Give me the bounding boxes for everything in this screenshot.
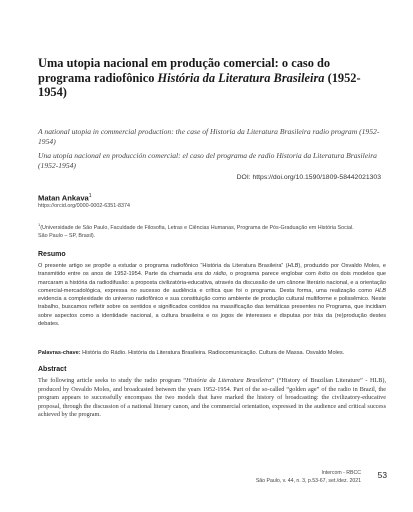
author-affiliation <box>38 221 358 240</box>
affiliation-text: (Universidade de São Paulo, Faculdade de Filosofia, Letras e Ciências Humanas, Programa de Pós-Graduação em História Social. São Paulo – SP, Brasil). <box>38 224 354 239</box>
resumo-text <box>38 262 386 328</box>
title-part-1: Uma utopia nacional em produção comercial: o caso do programa radiofônico <box>38 56 331 85</box>
keywords-label: Palavras-chave: <box>38 350 81 356</box>
author-name-text: Matan Ankava <box>38 193 89 203</box>
resumo-segment: ), produzido por Osvaldo Moles, e transmitido entre os anos de 1952-1954. Parte da chamada <box>38 263 386 278</box>
keywords-text: História do Rádio. História da Literatura Brasileira. Radiocomunicação. Cultura de Massa. Osvaldo Moles. <box>80 350 345 356</box>
resumo-segment: evidencia a complexidade do universo radiofônico e sua constituição como ambiente de produção cultural multiforme e polissêmico. Neste trabalho, buscamos refletir sobre os sentidos e significados contidos na massificação das temáticas presentes no Programa, que incidiam sobre aspectos como a identidade nacional, a cultura brasileira e os jogos de interesses e disputas por trás da (re)produção destes debates. <box>38 296 386 328</box>
journal-footer <box>256 470 361 485</box>
doi-link[interactable]: DOI: https://doi.org/10.1590/1809-58442021303 <box>236 174 381 181</box>
resumo-segment: , o programa parece englobar com êxito os dois modelos que marcaram a história da radiodifusão: a proposta civilizatória-educativa, através da discussão de um cânone literário nacional, e a orientação comercial-mercadológica, expressa no sucesso de audiência e crítica que foi o programa. Desta forma, uma realização como <box>38 271 386 294</box>
title-part-2: (1952-1954) <box>38 70 361 100</box>
orcid-link[interactable]: https://orcid.org/0000-0002-6351-8374 <box>38 203 131 209</box>
page-number: 53 <box>377 470 387 480</box>
abstract-italic: História da Literatura Brasileira <box>186 377 272 384</box>
article-title <box>38 56 383 100</box>
abstract-text <box>38 377 386 420</box>
title-italic-program: História da Literatura Brasileira <box>157 70 325 85</box>
abstract-heading: Abstract <box>38 366 67 373</box>
affiliation-marker: 1 <box>38 222 41 227</box>
resumo-heading: Resumo <box>38 251 66 258</box>
spanish-title: Una utopía nacional en producción comercial: el caso del programa de radio Historia da Literatura Brasileira (1952-1954) <box>38 151 377 170</box>
abstract-segment: The following article seeks to study the radio program “ <box>38 377 187 384</box>
keywords <box>38 349 386 357</box>
resumo-italic: HLB <box>375 287 386 294</box>
resumo-italic: era do rádio <box>194 271 226 278</box>
journal-citation: São Paulo, v. 44, n. 3, p.53-67, set./dez. 2021 <box>255 477 361 484</box>
abstract-segment: ” (“History of Brazilian Literature” - HLB), produced by Osvaldo Moles, and broadcasted between the years 1952-1954. Part of the so-called “golden age” of the radio in Brazil, the program appears to successfully encompass the two models that have marked the history of broadcasting: the civilizatory-educative proposal, through the discussion of a national literary canon, and the commercial orientation, expressed in the audience and critical success achieved by the program. <box>38 377 386 419</box>
author-name <box>38 193 92 203</box>
resumo-italic: HLB <box>287 263 299 269</box>
resumo-segment: O presente artigo se propõe a estudar o programa radiofônico “História da Literatura Brasileira” ( <box>38 263 288 269</box>
journal-name: Intercom - RBCC <box>321 470 361 476</box>
english-title: A national utopia in commercial production: the case of Historia da Literatura Brasileira radio program (1952-1954) <box>38 127 380 146</box>
author-marker: 1 <box>88 193 92 199</box>
